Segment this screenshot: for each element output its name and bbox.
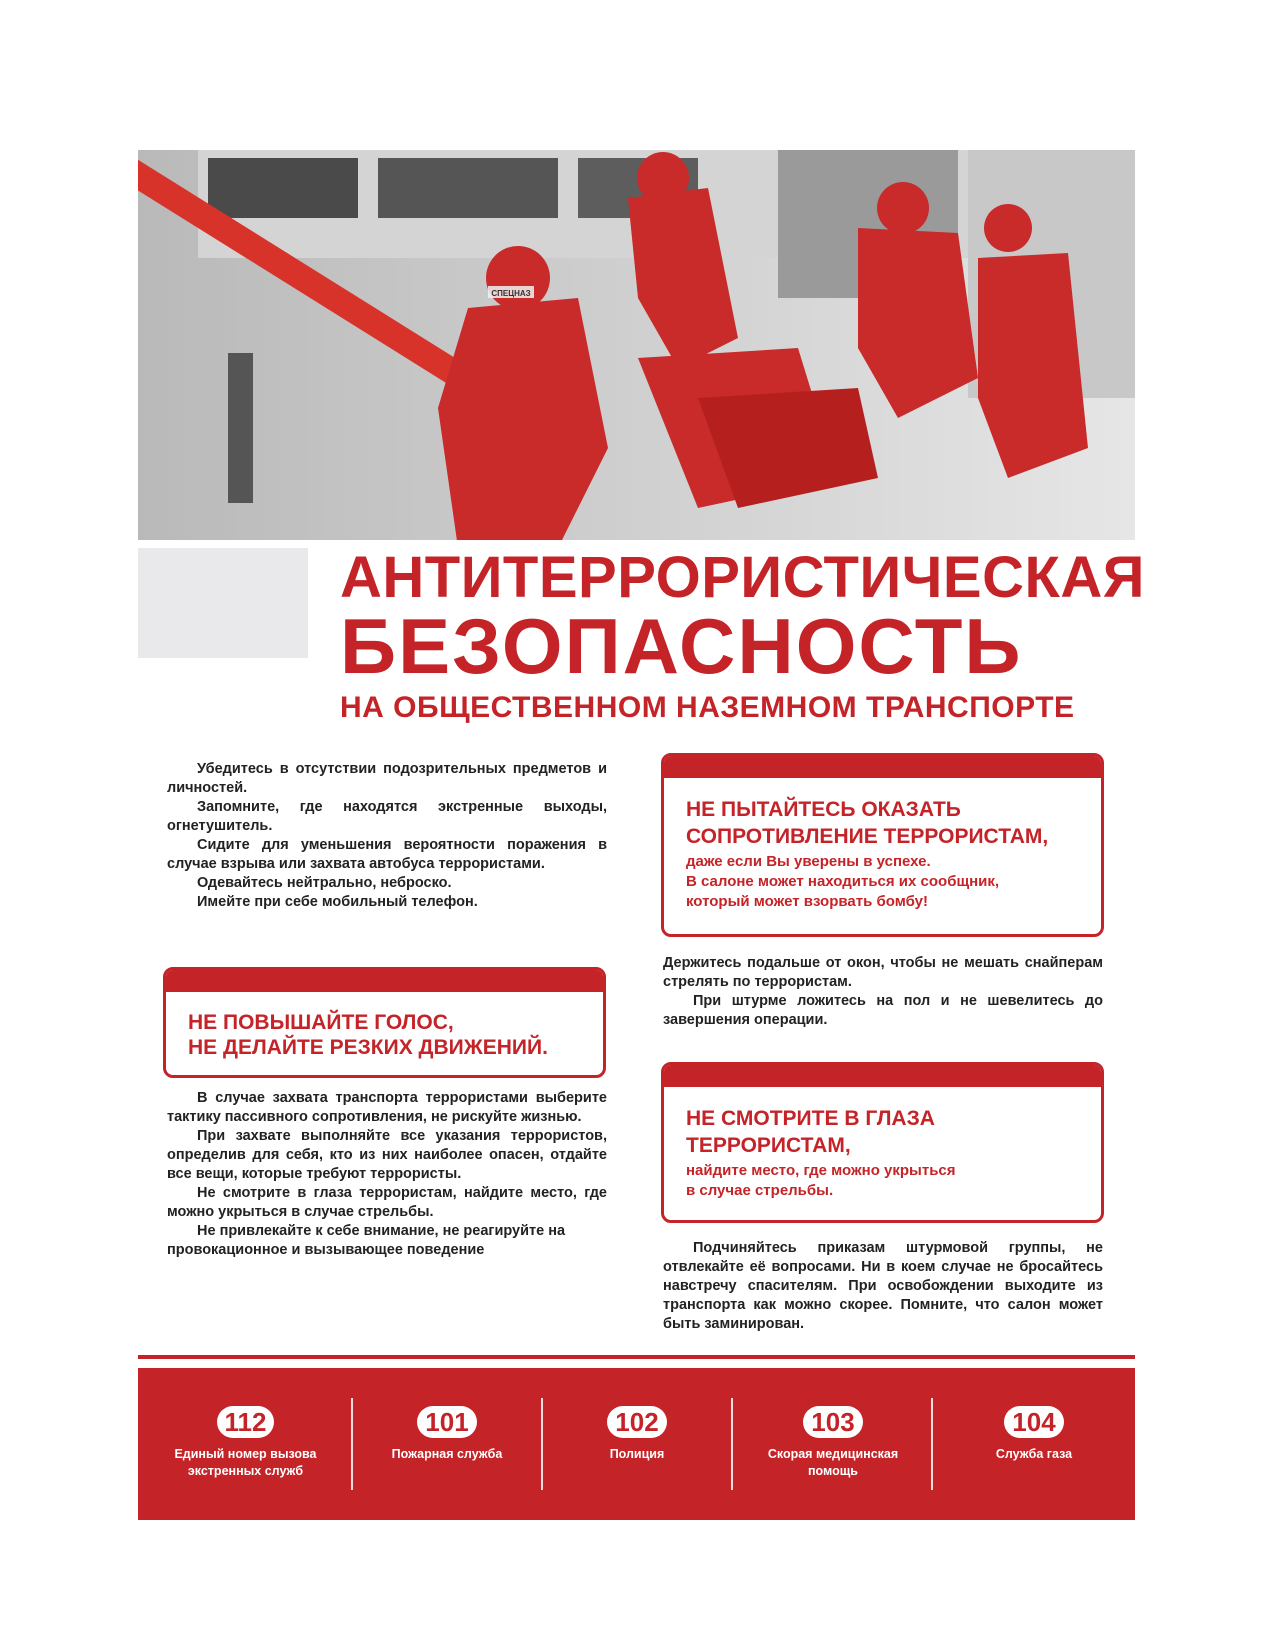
service-112 [138, 1368, 353, 1520]
warning-line-2: НЕ ДЕЛАЙТЕ РЕЗКИХ ДВИЖЕНИЙ. [188, 1036, 548, 1059]
warning-heading-line-2: СОПРОТИВЛЕНИЕ ТЕРРОРИСТАМ, [686, 825, 1049, 848]
paragraph: Одевайтесь нейтрально, неброско. [197, 875, 452, 891]
warning-heading [686, 796, 1048, 850]
warning-sub-line-1: найдите место, где можно укрыться [686, 1162, 956, 1179]
service-102 [543, 1368, 731, 1520]
paragraph: Не смотрите в глаза террористам, найдите место, где можно укрыться в случае стрельбы. [167, 1185, 607, 1220]
phone-number-badge: 103 [803, 1406, 862, 1438]
photo-top-margin [138, 70, 1135, 150]
title-decor-stripe [138, 548, 308, 658]
service-label [543, 1446, 731, 1463]
paragraph: При штурме ложитесь на пол и не шевелитесь до завершения операции. [663, 993, 1103, 1028]
hero-photo [138, 148, 1135, 588]
service-101 [353, 1368, 541, 1520]
paragraph: Сидите для уменьшения вероятности поражения в случае взрыва или захвата автобуса террористами. [167, 837, 607, 872]
warning-heading-line-1: НЕ ПЫТАЙТЕСЬ ОКАЗАТЬ [686, 798, 961, 821]
paragraph: Имейте при себе мобильный телефон. [197, 894, 478, 910]
emergency-numbers-bar [138, 1368, 1135, 1520]
warning-text [188, 1010, 548, 1060]
left-instructions-top [167, 760, 607, 912]
warning-line-1: НЕ ПОВЫШАЙТЕ ГОЛОС, [188, 1011, 454, 1034]
title-line-2: БЕЗОПАСНОСТЬ [340, 602, 1023, 690]
right-instructions-bottom [663, 1239, 1103, 1334]
service-label-line-2: экстренных служб [187, 1464, 304, 1478]
paragraph: Убедитесь в отсутствии подозрительных предметов и личностей. [167, 761, 607, 796]
phone-number-badge: 102 [607, 1406, 666, 1438]
warning-box-resistance [661, 753, 1104, 937]
warning-sub-line-1: даже если Вы уверены в успехе. [686, 853, 931, 870]
patch-text: СПЕЦНАЗ [491, 289, 531, 298]
phone-number-badge: 112 [217, 1406, 275, 1438]
paragraph: Запомните, где находятся экстренные выходы, огнетушитель. [167, 799, 607, 834]
service-103 [733, 1368, 933, 1520]
paragraph: В случае захвата транспорта террористами выберите тактику пассивного сопротивления, не рискуйте жизнью. [167, 1090, 607, 1125]
box-header-band [664, 756, 1101, 778]
warning-heading-line-1: НЕ СМОТРИТЕ В ГЛАЗА [686, 1107, 935, 1130]
service-label [353, 1446, 541, 1463]
paragraph: Подчиняйтесь приказам штурмовой группы, не отвлекайте её вопросами. Ни в коем случае не бросайтесь навстречу спасителям. При освобождении выходите из транспорта как можно скорее. Помните, что салон может быть заминирован. [663, 1240, 1103, 1332]
phone-number-badge: 101 [417, 1406, 476, 1438]
warning-box-voice [163, 967, 606, 1078]
footer-divider [138, 1355, 1135, 1359]
warning-subtext [686, 852, 999, 912]
service-label-line-1: Полиция [609, 1447, 665, 1461]
service-label-line-1: Скорая медицинская [767, 1447, 899, 1461]
left-instructions-bottom [167, 1089, 607, 1260]
warning-heading-line-2: ТЕРРОРИСТАМ, [686, 1134, 851, 1157]
warning-heading [686, 1105, 935, 1159]
subtitle: НА ОБЩЕСТВЕННОМ НАЗЕМНОМ ТРАНСПОРТЕ [340, 691, 1075, 724]
right-instructions-middle [663, 954, 1103, 1030]
paragraph: При захвате выполняйте все указания террористов, определив для себя, кто из них наиболее опасен, отдайте все вещи, которые требуют террористы. [167, 1128, 607, 1182]
box-header-band [664, 1065, 1101, 1087]
service-label-line-2: помощь [808, 1464, 858, 1478]
service-label-line-1: Служба газа [995, 1447, 1073, 1461]
service-label-line-1: Единый номер вызова [174, 1447, 317, 1461]
warning-sub-line-2: В салоне может находиться их сообщник, [686, 873, 1000, 890]
service-label [733, 1446, 933, 1480]
service-label [138, 1446, 353, 1480]
service-104 [933, 1368, 1135, 1520]
warning-subtext [686, 1161, 956, 1201]
warning-sub-line-3: который может взорвать бомбу! [686, 893, 928, 910]
box-header-band [166, 970, 603, 992]
service-label [933, 1446, 1135, 1463]
warning-sub-line-2: в случае стрельбы. [686, 1182, 834, 1199]
service-label-line-1: Пожарная служба [391, 1447, 503, 1461]
warning-box-eyes [661, 1062, 1104, 1223]
paragraph: Держитесь подальше от окон, чтобы не мешать снайперам стрелять по террористам. [663, 955, 1103, 990]
phone-number-badge: 104 [1004, 1406, 1063, 1438]
title-line-1: АНТИТЕРРОРИСТИЧЕСКАЯ [340, 545, 1145, 610]
paragraph: Не привлекайте к себе внимание, не реагируйте на провокационное и вызывающее поведение [167, 1223, 566, 1258]
